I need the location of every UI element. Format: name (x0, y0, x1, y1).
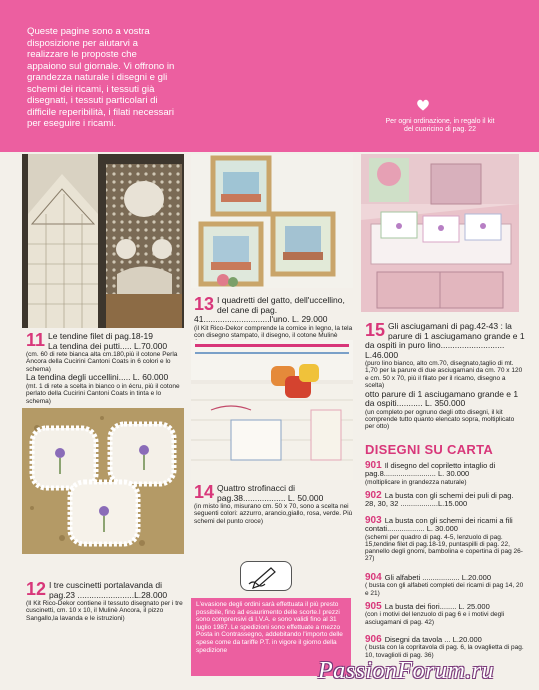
item-description: (mt. 1 di rete a scelta in bianco o in écru, più il cotone perlato della Cucirini Cantoni Coats in tinta e lo schema) (26, 382, 180, 405)
disegni-code: 904 (365, 572, 382, 583)
pen-icon (241, 562, 291, 590)
cushions-photo (22, 408, 184, 554)
gift-note: Per ogni ordinazione, in regalo il kit del cuoricino di pag. 22 (385, 118, 495, 133)
item-title: Le tendine filet di pag.18-19 (48, 331, 153, 341)
watermark: PassionForum.ru (318, 658, 495, 684)
disegni-sub: ( busta con gli alfabeti completi dei ricami di pag 14, 20 e 21) (365, 582, 524, 597)
item-description: (un completo per ognuno degli otto disegni, il kit comprende tutto quanto elencato sopra, moltiplicato per otto) (365, 408, 515, 431)
disegni-row (365, 603, 525, 626)
disegni-text: Disegni da tavola ... L.20.000 (384, 635, 482, 644)
disegni-row (365, 574, 525, 597)
heart-icon (416, 98, 430, 112)
disegni-sub: ( busta con la copritavola di pag. 6, la ovaglietta di pag. 10, tovaglioli di pag. 36) (365, 644, 524, 659)
disegni-sub: (schemi per quadro di pag. 4-5, lenzuolo di pag. 15,tendine filet di pag.18-19, puntaspilli di pag. 22, pannello degli gnomi, bambolina e copertina di pag 26-27) (365, 533, 523, 563)
item-14-block (194, 484, 354, 525)
intro-text: Queste pagine sono a vostra disposizione per aiutarvi a realizzare le proposte che appaiono sul giornale. Vi offrono in grandezza naturale i disegni e gli schemi dei ricami, i tessuti già disegnati, i tessuti particolari di difficile reperibilità, i filati necessari per eseguire i ricami. (27, 26, 175, 129)
item-title: I tre cuscinetti portalavanda di pag.23 ........................L.28.000 (49, 580, 168, 600)
tea-towels-photo (191, 340, 353, 480)
disegni-text: La busta dei fiori........ L. 25.000 (384, 602, 490, 611)
item-15-block (365, 322, 525, 431)
item-price-line: otto parure di 1 asciugamano grande e 1 da ospiti........... L. 350.000 (365, 388, 519, 409)
item-description: (in misto lino, misurano cm. 50 x 70, sono a scelta nei seguenti colori: azzurro, arancio,giallo, rosa, verde. Più schemi del punto croce) (194, 503, 353, 525)
disegni-row (365, 492, 525, 509)
disegni-code: 902 (365, 490, 382, 501)
item-description: (il Kit Rico-Dekor comprende la cornice in legno, la tela con disegno stampato, il disegno, il cotone Mulinè (194, 324, 353, 339)
item-price-line: La tendina dei putti..... L.70.000 (48, 340, 168, 351)
item-number: 13 (194, 294, 215, 314)
lace-curtain-photo (22, 154, 184, 328)
item-description: (puro lino bianco, alto cm.70, disegnato,taglio di mt. 1,70 per la parure di due asciugamani da cm. 70 x 120 e cm. 50 x 70, più il filato per il ricamo, disegno a scelta) (365, 360, 523, 390)
disegni-text: Gli alfabeti .................. L.20.000 (384, 573, 491, 582)
disegni-code: 905 (365, 601, 382, 612)
item-description: (cm. 60 di rete bianca alta cm.180,più il cotone Perla Ancora della Cucirini Cantoni Coats in 6 colori e lo schema) (26, 351, 178, 373)
header-band (0, 0, 539, 152)
disegni-row (365, 517, 525, 563)
shipping-notice: L'evasione degli ordini sarà effettuata il più presto possibile, fino ad esaurimento delle scorte.I prezzi sono comprensivi di I.V.A. e sono validi fino al 31 luglio 1987. Le spedizioni sono effettuate a mezzo Posta in Contrassegno, addebitando l'importo delle spese come da tariffe P.T. in vigore il giorno della spedizione (191, 598, 351, 676)
disegni-code: 903 (365, 515, 382, 526)
item-title: Quattro strofinacci di pag.38.................. L. 50.000 (217, 483, 324, 503)
disegni-sub: (moltiplicare in grandezza naturale) (365, 478, 467, 486)
item-12-block (26, 581, 186, 622)
disegni-row (365, 462, 525, 486)
disegni-text: La busta con gli schemi dei puli di pag. 28, 30, 32 ..................L.15.000 (365, 491, 514, 509)
disegni-code: 901 (365, 460, 382, 471)
item-price-line: La tendina degli uccellini..... L. 60.000 (26, 372, 169, 383)
framed-pictures-photo (191, 154, 353, 288)
pink-cabinet-photo (361, 154, 519, 312)
disegni-heading: DISEGNI SU CARTA (365, 442, 494, 457)
item-number: 15 (365, 320, 386, 340)
disegni-sub: (con i motivi del lenzuolo di pag 6 e i motivi degli asciugamani di pag. 42) (365, 611, 505, 626)
disegni-row (365, 636, 525, 659)
item-number: 12 (26, 579, 47, 599)
item-title: I quadretti del gatto, dell'uccellino, del cane di pag. 41............................l'uno. L. 29.000 (194, 295, 345, 324)
item-description: (Il Kit Rico-Dekor contiene il tessuto disegnato per i tre cuscinetti, cm. 10 x 10, il Mulinè Ancora, il pizzo Sangallo,la lavanda e le istruzioni) (26, 600, 183, 622)
item-number: 14 (194, 482, 215, 502)
item-11-block (26, 332, 186, 405)
pen-order-icon (240, 561, 292, 591)
item-title: Gli asciugamani di pag.42-43 : la parure di 1 asciugamano grande e 1 da ospiti in puro lino........................... L.46.000 (365, 321, 525, 360)
disegni-code: 906 (365, 634, 382, 645)
disegni-text: La busta con gli schemi dei ricami a fili contati.................. L. 30.000 (365, 516, 513, 534)
disegni-text: Il disegno del copriletto intaglio di pag.8......................... L. 30.000 (365, 461, 496, 479)
item-number: 11 (26, 330, 46, 350)
